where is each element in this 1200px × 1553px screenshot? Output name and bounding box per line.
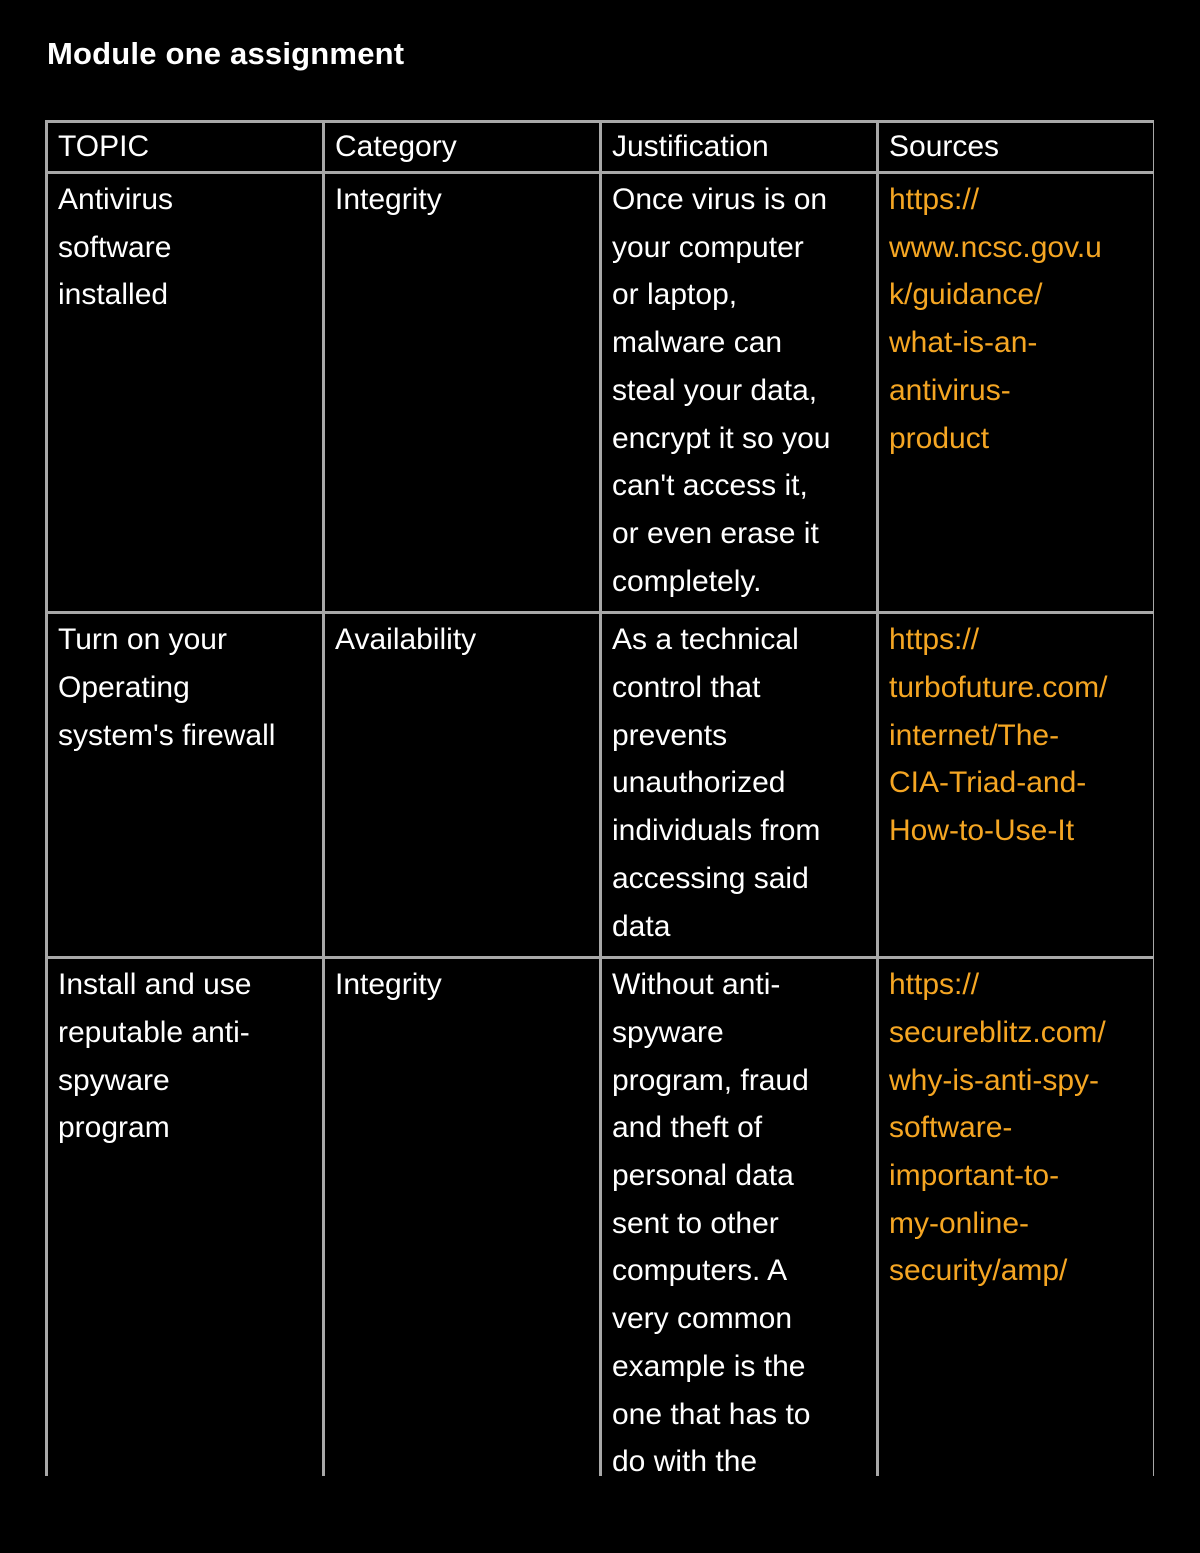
source-link[interactable] <box>878 613 1155 958</box>
source-link-line[interactable]: How-to-Use-It <box>889 814 1075 848</box>
justification-text-line: individuals from <box>612 814 821 848</box>
assignment-table <box>45 120 1154 1476</box>
topic-text-line: system's firewall <box>58 718 276 752</box>
source-link-line[interactable]: software- <box>889 1111 1013 1145</box>
justification-text-line: example is the <box>612 1349 806 1383</box>
topic-text-line: Install and use <box>58 968 252 1002</box>
topic-text-line: Operating <box>58 671 190 705</box>
justification-text-line: or even erase it <box>612 516 819 550</box>
justification-text-line: steal your data, <box>612 373 818 407</box>
topic-cell <box>47 613 324 958</box>
category-cell <box>324 173 601 613</box>
assignment-table-container <box>45 120 1154 1476</box>
topic-text-line: spyware <box>58 1063 170 1097</box>
source-link-line[interactable]: why-is-anti-spy- <box>889 1063 1100 1097</box>
topic-text-line: Antivirus <box>58 183 174 216</box>
source-link-line[interactable]: turbofuture.com/ <box>889 671 1108 705</box>
source-link-line[interactable]: product <box>889 421 990 455</box>
category-cell <box>324 613 601 958</box>
page-title: Module one assignment <box>47 36 405 71</box>
header-sources: Sources <box>878 122 1155 173</box>
source-link-line[interactable]: https:// <box>889 623 980 657</box>
category-text: Integrity <box>335 183 442 216</box>
justification-text-line: unauthorized <box>612 766 786 800</box>
justification-text-line: completely. <box>612 564 762 598</box>
justification-text-line: personal data <box>612 1159 794 1193</box>
category-text: Availability <box>335 623 477 657</box>
header-justification: Justification <box>601 122 878 173</box>
source-link-line[interactable]: internet/The- <box>889 718 1060 752</box>
header-topic: TOPIC <box>47 122 324 173</box>
source-link-line[interactable]: antivirus- <box>889 373 1011 407</box>
source-link[interactable] <box>878 173 1155 613</box>
justification-cell <box>601 613 878 958</box>
topic-cell <box>47 173 324 613</box>
category-cell <box>324 958 601 1476</box>
source-link-line[interactable]: security/amp/ <box>889 1254 1068 1288</box>
justification-text-line: and theft of <box>612 1111 763 1145</box>
justification-text-line: prevents <box>612 718 728 752</box>
justification-text-line: control that <box>612 671 761 705</box>
table-row <box>47 613 1155 958</box>
table-row <box>47 958 1155 1476</box>
source-link-line[interactable]: https:// <box>889 968 980 1002</box>
source-link-line[interactable]: k/guidance/ <box>889 278 1043 312</box>
justification-text-line: very common <box>612 1302 793 1336</box>
justification-text-line: data <box>612 909 671 943</box>
justification-text-line: encrypt it so you <box>612 421 831 455</box>
topic-text-line: software <box>58 230 172 264</box>
topic-text-line: reputable anti- <box>58 1015 250 1049</box>
table-header-row <box>47 122 1155 173</box>
source-link[interactable] <box>878 958 1155 1476</box>
source-link-line[interactable]: secureblitz.com/ <box>889 1015 1106 1049</box>
topic-cell <box>47 958 324 1476</box>
source-link-line[interactable]: what-is-an- <box>889 326 1038 360</box>
justification-text-line: can't access it, <box>612 469 808 503</box>
source-link-line[interactable]: www.ncsc.gov.u <box>889 230 1102 264</box>
source-link-line[interactable]: https:// <box>889 183 980 216</box>
justification-text-line: sent to other <box>612 1206 779 1240</box>
table-row <box>47 173 1155 613</box>
justification-text-line: program, fraud <box>612 1063 809 1097</box>
source-link-line[interactable]: important-to- <box>889 1159 1060 1193</box>
justification-text-line: or laptop, <box>612 278 738 312</box>
topic-text-line: installed <box>58 278 169 312</box>
source-link-line[interactable]: CIA-Triad-and- <box>889 766 1087 800</box>
category-text: Integrity <box>335 968 442 1002</box>
justification-text-line: your computer <box>612 230 804 264</box>
justification-text-line: Once virus is on <box>612 183 828 216</box>
justification-text-line: spyware <box>612 1015 724 1049</box>
topic-text-line: program <box>58 1111 170 1145</box>
header-category: Category <box>324 122 601 173</box>
source-link-line[interactable]: my-online- <box>889 1206 1030 1240</box>
justification-cell <box>601 173 878 613</box>
justification-text-line: As a technical <box>612 623 799 657</box>
justification-cell <box>601 958 878 1476</box>
justification-text-line: computers. A <box>612 1254 788 1288</box>
justification-text-line: do with the <box>612 1445 758 1476</box>
justification-text-line: malware can <box>612 326 783 360</box>
justification-text-line: Without anti- <box>612 968 781 1002</box>
justification-text-line: accessing said <box>612 861 809 895</box>
topic-text-line: Turn on your <box>58 623 227 657</box>
justification-text-line: one that has to <box>612 1397 811 1431</box>
